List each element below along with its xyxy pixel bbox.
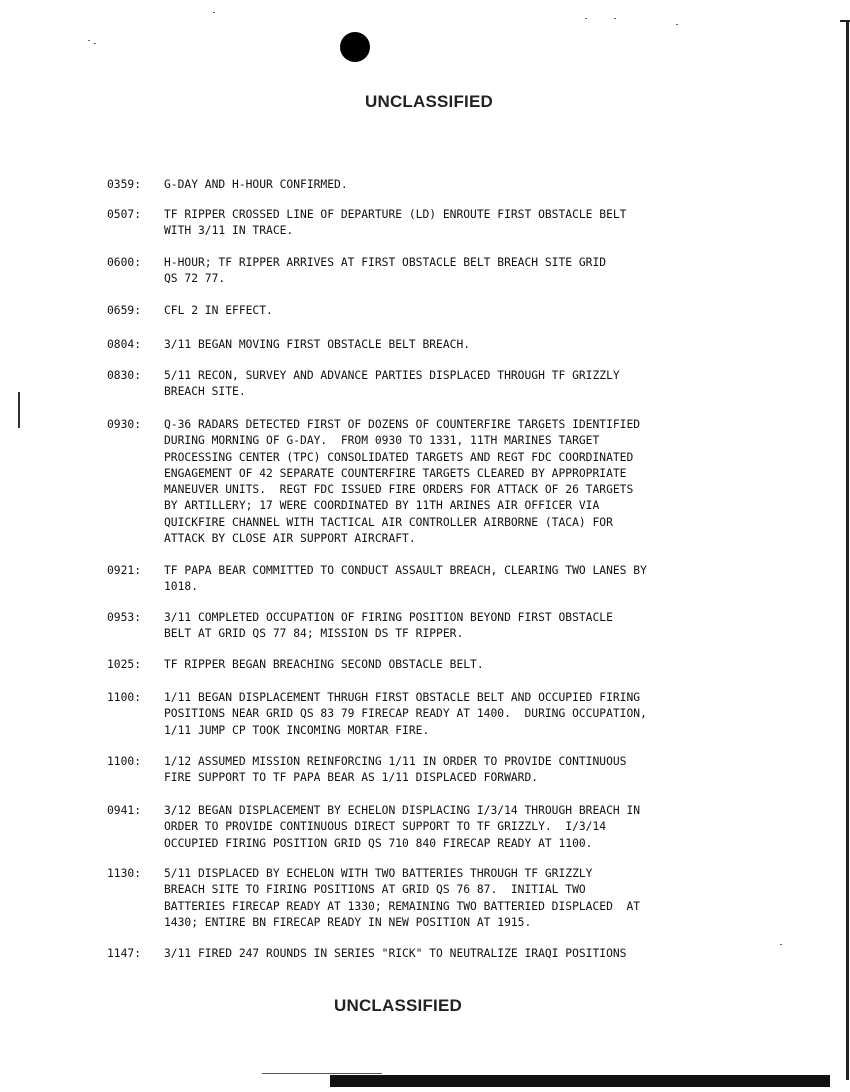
scan-speck xyxy=(676,24,678,25)
entry-time: 0941: xyxy=(107,804,142,817)
entry-text: TF PAPA BEAR COMMITTED TO CONDUCT ASSAULT BREACH, CLEARING TWO LANES BY 1018. xyxy=(164,564,647,594)
entry-time: 1025: xyxy=(107,658,142,671)
entry-time: 1147: xyxy=(107,947,142,960)
entry-time: 1130: xyxy=(107,867,142,880)
entry-time: 0930: xyxy=(107,418,142,431)
scan-speck xyxy=(88,40,90,41)
entry-text: H-HOUR; TF RIPPER ARRIVES AT FIRST OBSTACLE BELT BREACH SITE GRID QS 72 77. xyxy=(164,256,607,286)
classification-footer: UNCLASSIFIED xyxy=(333,996,463,1015)
scan-speck xyxy=(585,18,587,19)
entry-time: 0953: xyxy=(107,611,142,624)
classification-header: UNCLASSIFIED xyxy=(364,92,494,111)
entry-text: 1/12 ASSUMED MISSION REINFORCING 1/11 IN ORDER TO PROVIDE CONTINUOUS FIRE SUPPORT TO TF PAPA BEAR AS 1/11 DISPLACED FORWARD. xyxy=(164,755,627,785)
scan-speck xyxy=(94,43,96,44)
entry-time: 0507: xyxy=(107,208,142,221)
entry-text: CFL 2 IN EFFECT. xyxy=(164,304,273,317)
scan-edge-tick xyxy=(840,20,850,22)
entry-text: 5/11 DISPLACED BY ECHELON WITH TWO BATTERIES THROUGH TF GRIZZLY BREACH SITE TO FIRING POSITIONS AT GRID QS 76 87. INITIAL TWO BATTERIES FIRECAP READY AT 1330; REMAINING TWO BATTERIED DISPLACED AT 1430; ENTIRE BN FIRECAP READY IN NEW POSITION AT 1915. xyxy=(164,867,641,929)
entry-text: 1/11 BEGAN DISPLACEMENT THRUGH FIRST OBSTACLE BELT AND OCCUPIED FIRING POSITIONS NEAR GRID QS 83 79 FIRECAP READY AT 1400. DURING OCCUPATION, 1/11 JUMP CP TOOK INCOMING MORTAR FIRE. xyxy=(164,691,647,737)
entry-time: 1100: xyxy=(107,755,142,768)
scan-speck xyxy=(614,18,616,19)
entry-text: 3/11 FIRED 247 ROUNDS IN SERIES "RICK" TO NEUTRALIZE IRAQI POSITIONS xyxy=(164,947,627,960)
entry-text: TF RIPPER BEGAN BREACHING SECOND OBSTACLE BELT. xyxy=(164,658,484,671)
entry-time: 0830: xyxy=(107,369,142,382)
scan-margin-mark-left xyxy=(18,392,20,428)
entry-time: 0659: xyxy=(107,304,142,317)
entry-text: 3/11 COMPLETED OCCUPATION OF FIRING POSITION BEYOND FIRST OBSTACLE BELT AT GRID QS 77 84; MISSION DS TF RIPPER. xyxy=(164,611,613,641)
entry-time: 0359: xyxy=(107,178,142,191)
scan-speck xyxy=(213,12,215,13)
entry-text: G-DAY AND H-HOUR CONFIRMED. xyxy=(164,178,348,191)
entry-text: 5/11 RECON, SURVEY AND ADVANCE PARTIES DISPLACED THROUGH TF GRIZZLY BREACH SITE. xyxy=(164,369,620,399)
scan-edge-line-right xyxy=(846,20,849,1080)
entry-time: 1100: xyxy=(107,691,142,704)
entry-text: TF RIPPER CROSSED LINE OF DEPARTURE (LD) ENROUTE FIRST OBSTACLE BELT WITH 3/11 IN TRACE. xyxy=(164,208,627,238)
entry-time: 0804: xyxy=(107,338,142,351)
scan-edge-bar-bottom xyxy=(330,1075,830,1087)
entry-text: Q-36 RADARS DETECTED FIRST OF DOZENS OF COUNTERFIRE TARGETS IDENTIFIED DURING MORNING OF G-DAY. FROM 0930 TO 1331, 11TH MARINES TARGET PROCESSING CENTER (TPC) CONSOLIDATED TARGETS AND REGT FDC COORDINATED ENGAGEMENT OF 42 SEPARATE COUNTERFIRE TARGETS CLEARED BY APPROPRIATE MANEUVER UNITS. REGT FDC ISSUED FIRE ORDERS FOR ATTACK OF 26 TARGETS BY ARTILLERY; 17 WERE COORDINATED BY 11TH ARINES AIR OFFICER VIA QUICKFIRE CHANNEL WITH TACTICAL AIR CONTROLLER AIRBORNE (TACA) FOR ATTACK BY CLOSE AIR SUPPORT AIRCRAFT. xyxy=(164,418,641,546)
entry-time: 0921: xyxy=(107,564,142,577)
scan-edge-line-bottom-thin xyxy=(262,1073,382,1074)
scan-speck xyxy=(780,944,782,945)
punch-hole-mark xyxy=(340,32,370,62)
entry-time: 0600: xyxy=(107,256,142,269)
entry-text: 3/11 BEGAN MOVING FIRST OBSTACLE BELT BREACH. xyxy=(164,338,471,351)
entry-text: 3/12 BEGAN DISPLACEMENT BY ECHELON DISPLACING I/3/14 THROUGH BREACH IN ORDER TO PROVIDE CONTINUOUS DIRECT SUPPORT TO TF GRIZZLY. I/3/14 OCCUPIED FIRING POSITION GRID QS 710 840 FIRECAP READY AT 1100. xyxy=(164,804,641,850)
